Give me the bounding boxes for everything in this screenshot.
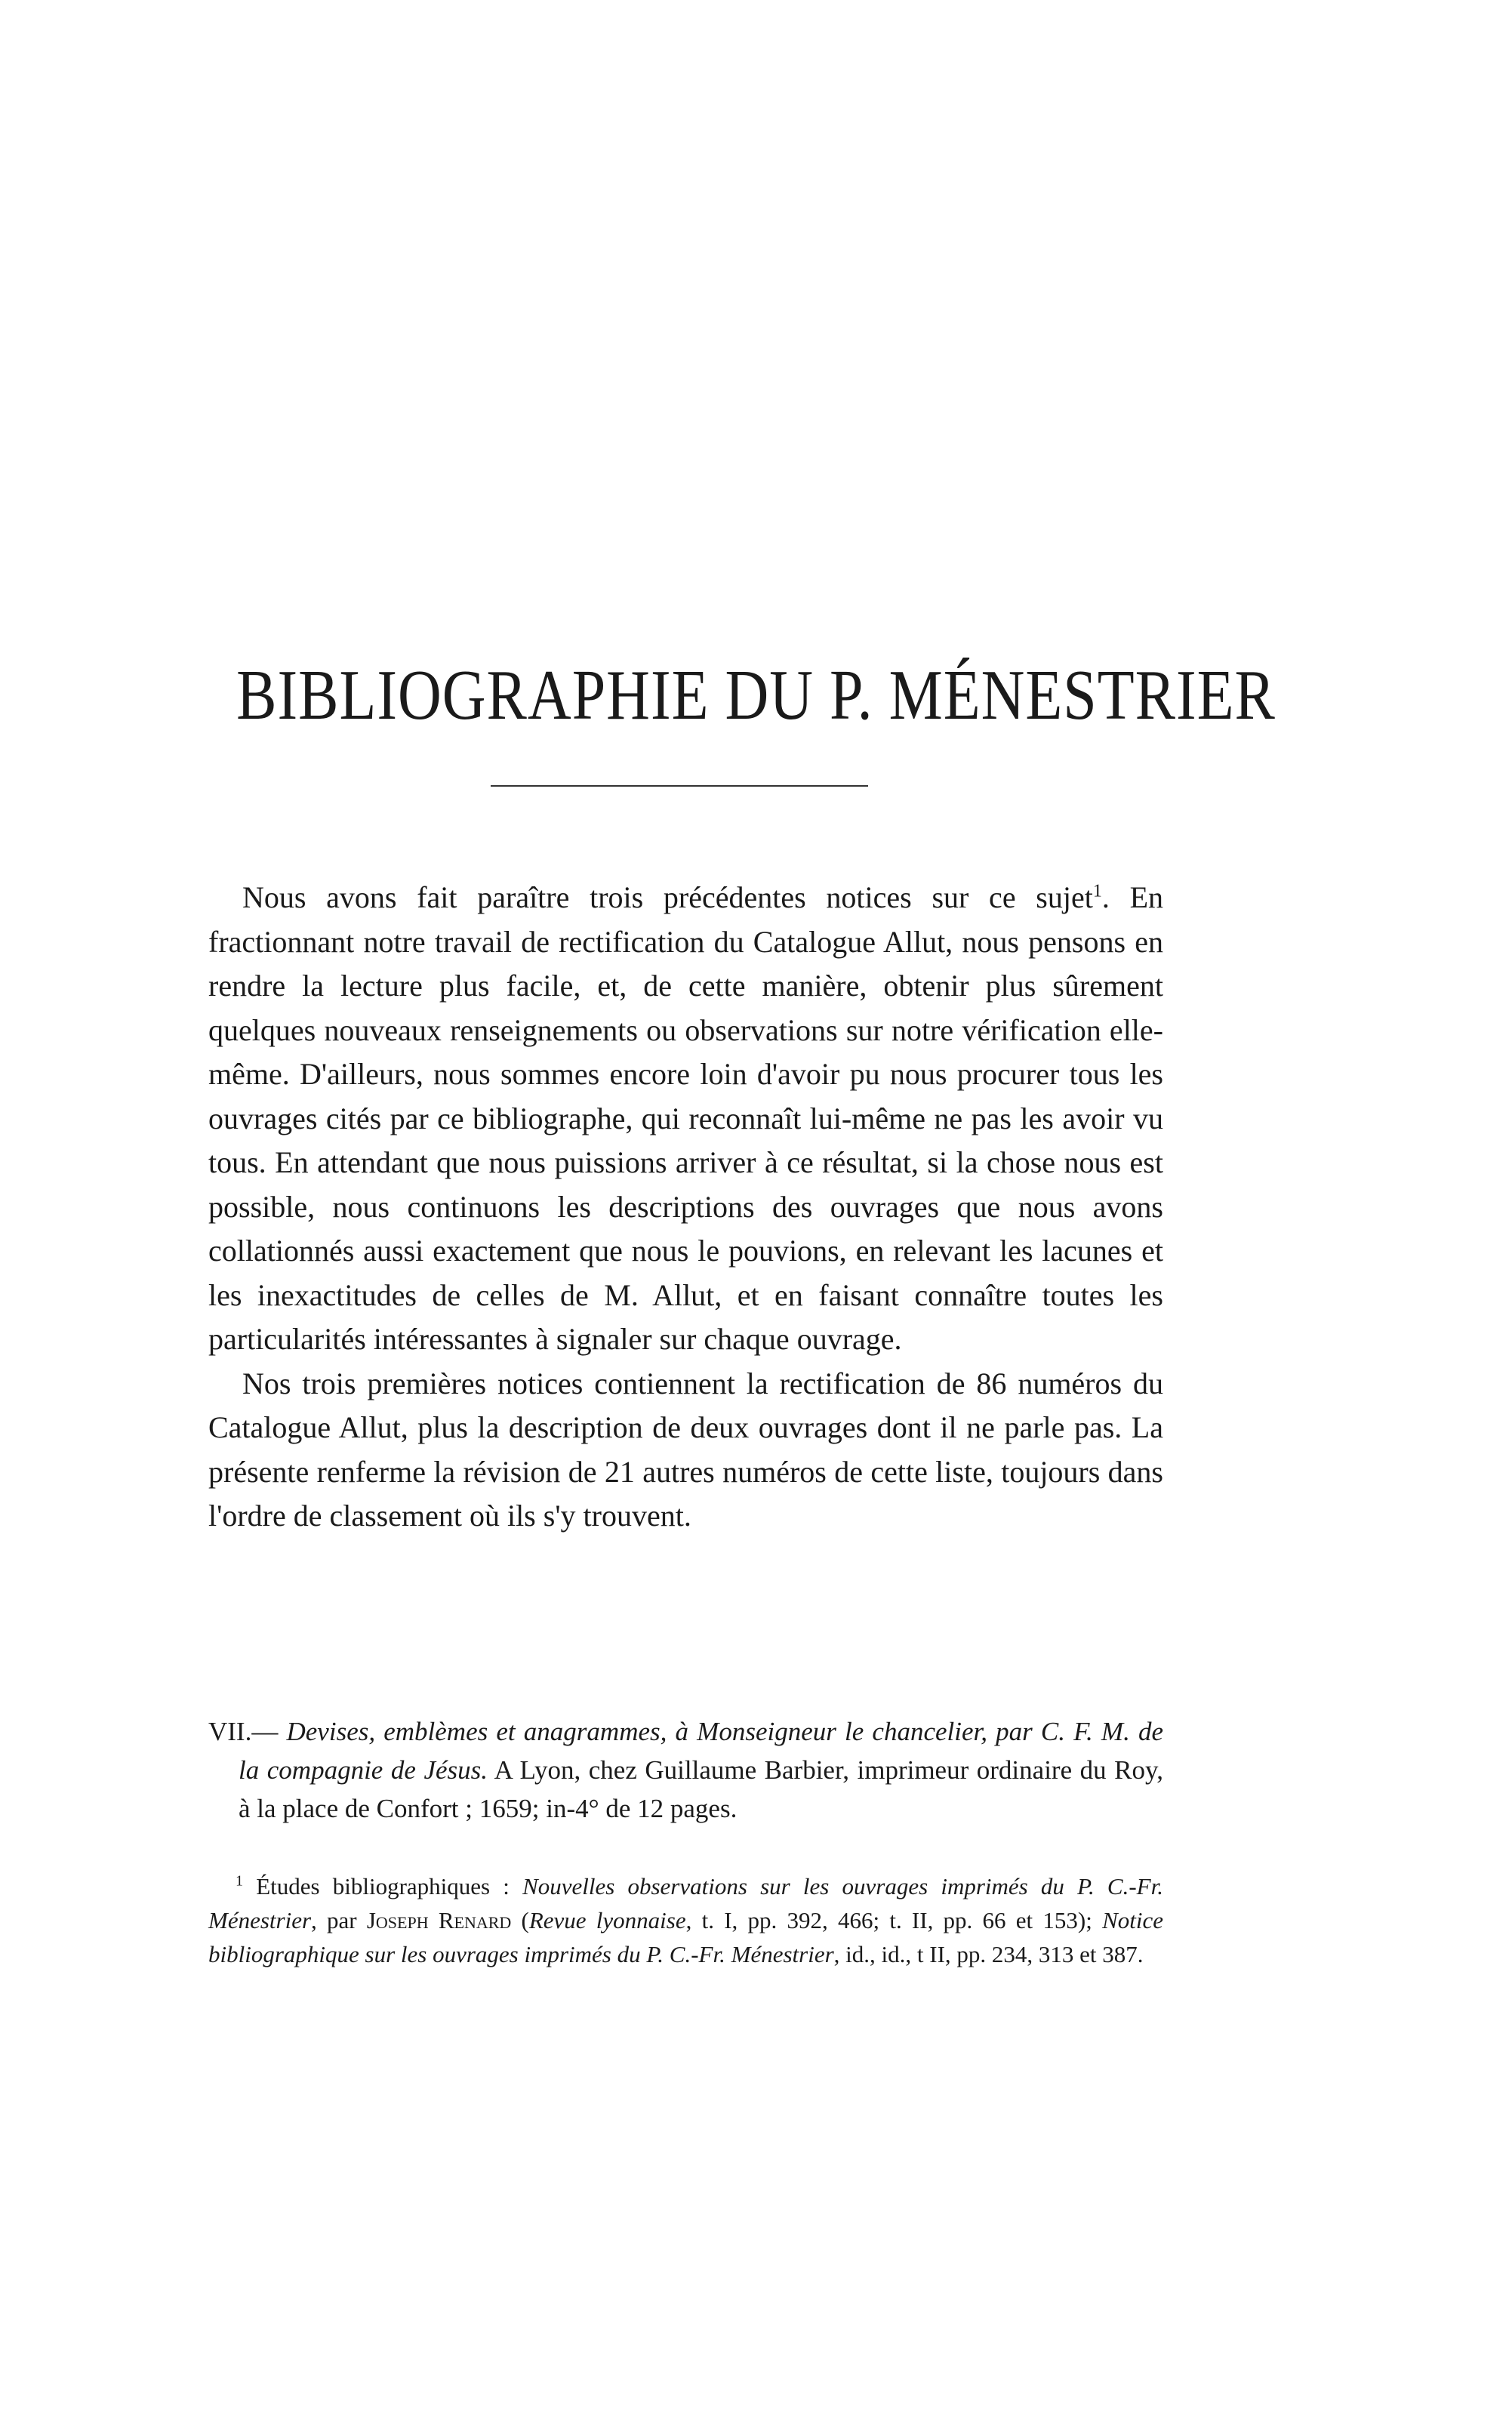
footnote-marker-ref[interactable]: 1: [1092, 881, 1102, 901]
footnote-author: Joseph Renard: [366, 1907, 512, 1933]
footnote-refs-2: , id., id., t II, pp. 234, 313 et 387.: [833, 1941, 1144, 1967]
page-title: BIBLIOGRAPHIE DU P. MÉNESTRIER: [236, 656, 1276, 735]
footnote: [208, 1869, 1163, 1971]
footnote-by: , par: [311, 1907, 367, 1933]
footnote-paren: (: [511, 1907, 529, 1933]
entry-number: VII.—: [208, 1717, 279, 1746]
footnote-text: [208, 1869, 1163, 1971]
footnote-journal: Revue lyonnaise: [528, 1907, 686, 1933]
entry-imprint: A Lyon, chez Guillaume Barbier, imprimeur ordinaire du Roy, à la place de Confort ; 1659; in-4° de 12 pages.: [239, 1755, 1164, 1823]
footnote-lead: Études bibliographiques :: [256, 1873, 523, 1899]
body-text: [208, 876, 1163, 1539]
entry-title: Devises, emblèmes et anagrammes, à Monseigneur le chancelier, par C. F. M. de la compagnie de Jésus.: [239, 1717, 1164, 1785]
footnote-marker: 1: [236, 1872, 243, 1890]
title-divider: [491, 785, 868, 787]
footnote-work-1: Nouvelles observations sur les ouvrages imprimés du P. C.-Fr. Ménestrier: [208, 1873, 1164, 1933]
paragraph-1: [208, 876, 1163, 1362]
paragraph-1-text: Nous avons fait paraître trois précédentes notices sur ce sujet: [242, 880, 1093, 914]
footnote-work-2: Notice bibliographique sur les ouvrages imprimés du P. C.-Fr. Ménestrier: [208, 1907, 1163, 1967]
footnote-refs: , t. I, pp. 392, 466; t. II, pp. 66 et 153);: [685, 1907, 1103, 1933]
paragraph-1-text-after: . En fractionnant notre travail de rectification du Catalogue Allut, nous pensons en rendre la lecture plus facile, et, de cette manière, obtenir plus sûrement quelques nouveaux renseignements ou observations sur notre vérification elle-même. D'ailleurs, nous sommes encore loin d'avoir pu nous procurer tous les ouvrages cités par ce bibliographe, qui reconnaît lui-même ne pas les avoir vu tous. En attendant que nous puissions arriver à ce résultat, si la chose nous est possible, nous continuons les descriptions des ouvrages que nous avons collationnés aussi exactement que nous le pouvions, en relevant les lacunes et les inexactitudes de celles de M. Allut, et en faisant connaître toutes les particularités intéressantes à signaler sur chaque ouvrage.: [208, 880, 1164, 1356]
paragraph-2: Nos trois premières notices contiennent la rectification de 86 numéros du Catalogue Allut, plus la description de deux ouvrages dont il ne parle pas. La présente renferme la révision de 21 autres numéros de cette liste, toujours dans l'ordre de classement où ils s'y trouvent.: [208, 1366, 1163, 1533]
catalogue-entry: [208, 1712, 1163, 1828]
